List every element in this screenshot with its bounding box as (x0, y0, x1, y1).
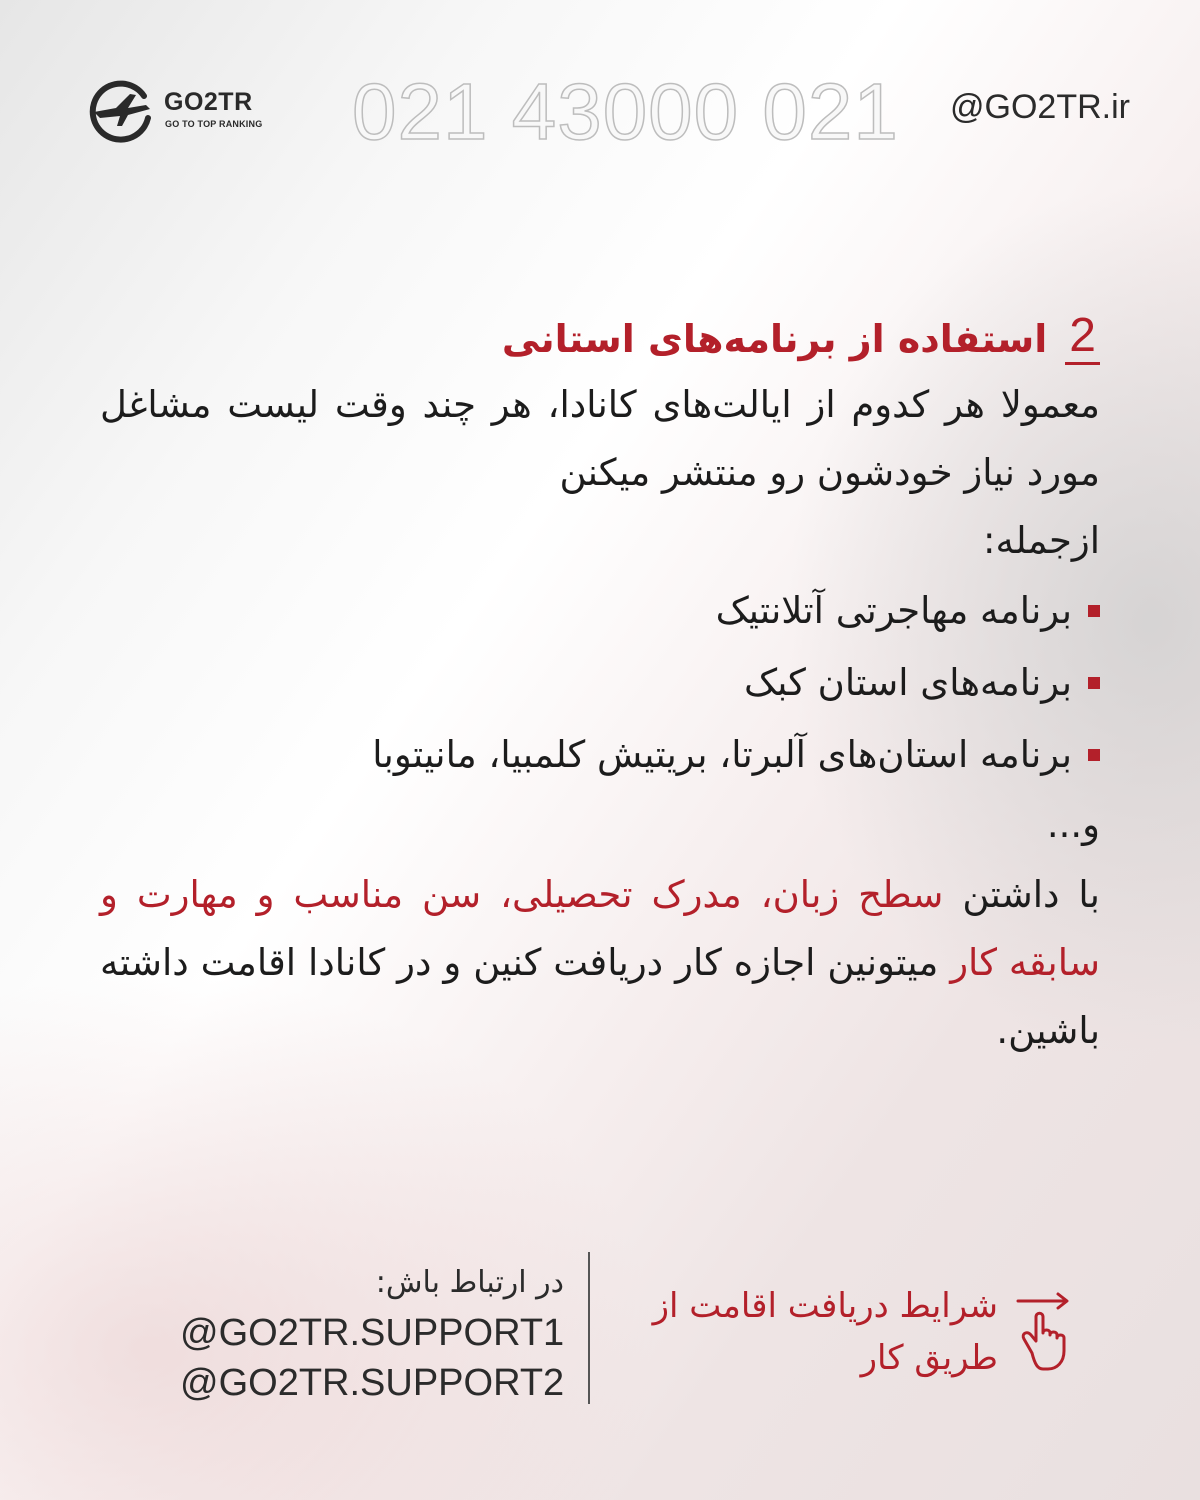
cta-link[interactable] (600, 1280, 1080, 1384)
section-number: 2 (1065, 312, 1100, 365)
program-list (100, 575, 1100, 791)
list-item-text: برنامه استان‌های آلبرتا، بریتیش کلمبیا، مانیتوبا (372, 733, 1072, 776)
list-item (100, 719, 1100, 791)
list-item (100, 647, 1100, 719)
closing-highlight: سطح زبان، مدرک تحصیلی، سن مناسب و مهارت و سابقه کار (100, 873, 1100, 984)
including-label: ازجمله: (983, 519, 1100, 562)
list-item-text: برنامه‌های استان کبک (744, 661, 1072, 704)
phone-number: 021 43000 021 (352, 67, 899, 156)
support-handle-1[interactable]: @GO2TR.SUPPORT1 (180, 1312, 565, 1354)
closing-paragraph (100, 861, 1100, 1065)
support-handle-2[interactable]: @GO2TR.SUPPORT2 (180, 1362, 565, 1404)
section-title: استفاده از برنامه‌های استانی (501, 316, 1048, 361)
contact-block (180, 1258, 564, 1408)
square-bullet-icon (1088, 605, 1100, 617)
cta-text: شرایط دریافت اقامت از طریق کار (652, 1286, 998, 1378)
closing-text-end: میتونین اجازه کار دریافت کنین و در کانادا اقامت داشته باشین. (100, 941, 1100, 1052)
list-item (100, 575, 1100, 647)
tap-hand-icon (1010, 1287, 1080, 1377)
brand-tagline: GO TO TOP RANKING (165, 119, 263, 129)
section-heading (100, 309, 1100, 365)
square-bullet-icon (1088, 749, 1100, 761)
brand-logo (86, 74, 286, 144)
square-bullet-icon (1088, 677, 1100, 689)
closing-text-start: با داشتن (943, 873, 1100, 916)
etc-text: و... (1046, 803, 1100, 846)
brand-name: GO2TR (164, 88, 253, 116)
intro-paragraph: معمولا هر کدوم از ایالت‌های کانادا، هر چند وقت لیست مشاغل مورد نیاز خودشون رو منتشر میکنن (100, 383, 1100, 494)
main-content (100, 309, 1100, 1065)
airplane-globe-icon (86, 74, 156, 144)
contact-label: در ارتباط باش: (375, 1265, 564, 1300)
footer-divider (588, 1252, 590, 1404)
list-item-text: برنامه مهاجرتی آتلانتیک (715, 589, 1072, 632)
instagram-handle: @GO2TR.ir (950, 88, 1130, 126)
